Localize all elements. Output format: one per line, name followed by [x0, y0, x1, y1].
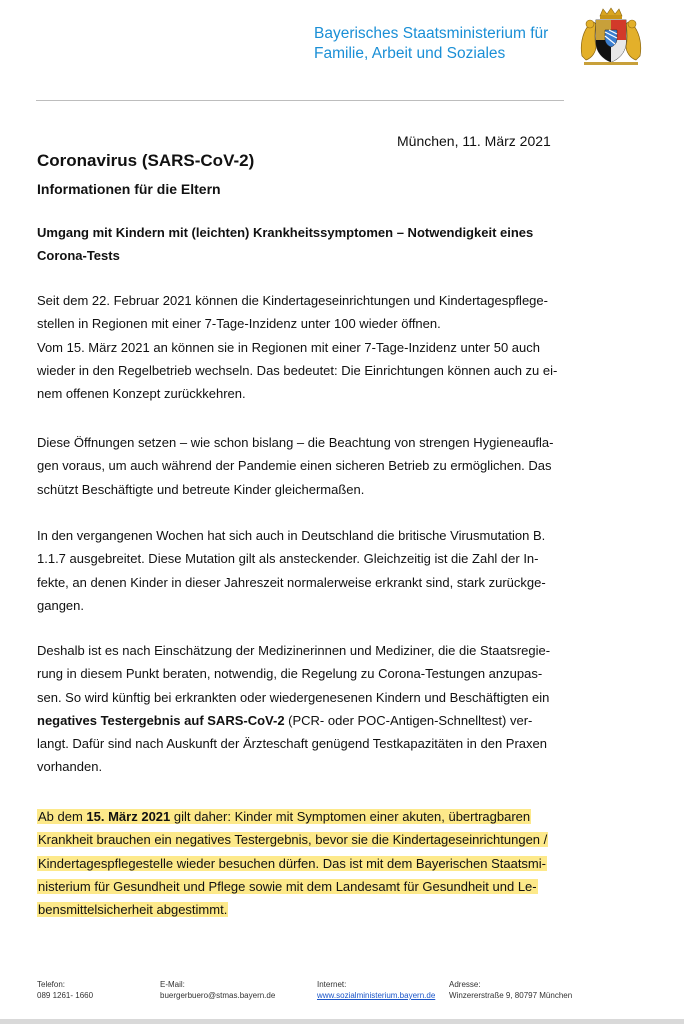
- paragraph-line: langt. Dafür sind nach Auskunft der Ärzteschaft genügend Testkapazitäten in den Praxen: [37, 736, 547, 752]
- footer-address: [449, 979, 572, 1001]
- paragraph-text: Krankheit brauchen ein negatives Testergebnis, bevor sie die Kindertageseinrichtungen /: [38, 832, 548, 848]
- paragraph-text: bensmittelsicherheit abgestimmt.: [38, 902, 228, 918]
- document-date: München, 11. März 2021: [397, 133, 551, 149]
- paragraph-line: fekte, an denen Kinder in dieser Jahreszeit normalerweise erkrankt sind, stark zurückge-: [37, 574, 546, 590]
- section-heading: [37, 221, 567, 267]
- paragraph-text: Ab dem: [38, 809, 87, 824]
- paragraph-text: Kindertagespflegestelle wieder besuchen dürfen. Das ist mit dem Bayerischen Staatsmi-: [38, 855, 546, 871]
- footer-website-link[interactable]: www.sozialministerium.bayern.de: [317, 991, 436, 1000]
- paragraph-text: gilt daher: Kinder mit Symptomen einer akuten, übertragbaren: [170, 809, 531, 824]
- section-heading-line2: Corona-Tests: [37, 248, 120, 263]
- bold-test-result: negatives Testergebnis auf SARS-CoV-2: [37, 712, 285, 728]
- footer-email: [160, 979, 275, 1001]
- paragraph-text: (PCR- oder POC-Antigen-Schnelltest) ver-: [284, 712, 533, 728]
- page-bottom-edge: [0, 1019, 684, 1024]
- footer-email-value: buergerbuero@stmas.bayern.de: [160, 991, 276, 1000]
- ministry-name: [314, 24, 548, 64]
- paragraph-4: [37, 639, 580, 779]
- paragraph-line: Seit dem 22. Februar 2021 können die Kindertageseinrichtungen und Kindertagespflege-: [37, 293, 548, 308]
- paragraph-line: wieder in den Regelbetrieb wechseln. Das bedeutet: Die Einrichtungen können auch zu ei-: [37, 362, 558, 378]
- paragraph-line: gen voraus, um auch während der Pandemie einen sicheren Betrieb zu ermöglichen. Das: [37, 458, 552, 474]
- ministry-name-line2: Familie, Arbeit und Soziales: [314, 45, 506, 62]
- paragraph-text: nisterium für Gesundheit und Pflege sowie mit dem Landesamt für Gesundheit und Le-: [38, 878, 537, 894]
- highlighted-paragraph: [37, 805, 580, 921]
- paragraph-3: [37, 524, 580, 617]
- ministry-name-line1: Bayerisches Staatsministerium für: [314, 25, 549, 42]
- footer-address-label: Adresse:: [449, 980, 481, 989]
- bavarian-coat-of-arms-icon: [578, 6, 644, 68]
- footer-internet-label: Internet:: [317, 980, 347, 989]
- paragraph-line: schützt Beschäftigte und betreute Kinder gleichermaßen.: [37, 481, 365, 497]
- paragraph-line: rung in diesem Punkt beraten, notwendig, die Regelung zu Corona-Testungen anzupas-: [37, 666, 543, 682]
- paragraph-line: 1.1.7 ausgebreitet. Diese Mutation gilt als ansteckender. Gleichzeitig ist die Zahl der In-: [37, 551, 539, 567]
- paragraph-line: vorhanden.: [37, 759, 103, 775]
- footer-email-label: E-Mail:: [160, 980, 185, 989]
- footer-phone-value: 089 1261- 1660: [37, 991, 94, 1000]
- paragraph-2: [37, 431, 580, 501]
- paragraph-1: [37, 289, 580, 405]
- highlight-line: [37, 875, 580, 898]
- footer-phone-label: Telefon:: [37, 980, 66, 989]
- footer-phone: [37, 979, 93, 1001]
- header-divider: [36, 100, 564, 101]
- section-heading-line1: Umgang mit Kindern mit (leichten) Krankheitssymptomen – Notwendigkeit eines: [37, 225, 534, 240]
- highlight-line: [37, 828, 580, 851]
- highlight-line: [37, 852, 580, 875]
- paragraph-line: [37, 709, 580, 732]
- paragraph-line: Vom 15. März 2021 an können sie in Regionen mit einer 7-Tage-Inzidenz unter 50 auch: [37, 339, 540, 355]
- paragraph-line: Deshalb ist es nach Einschätzung der Medizinerinnen und Mediziner, die die Staatsregie-: [37, 643, 551, 658]
- paragraph-line: stellen in Regionen mit einer 7-Tage-Inzidenz unter 100 wieder öffnen.: [37, 316, 441, 332]
- paragraph-line: nem offenen Konzept zurückkehren.: [37, 386, 246, 402]
- highlight-line: [37, 805, 580, 828]
- paragraph-line: gangen.: [37, 597, 84, 613]
- paragraph-line: In den vergangenen Wochen hat sich auch in Deutschland die britische Virusmutation B.: [37, 528, 546, 543]
- footer-address-value: Winzererstraße 9, 80797 München: [449, 991, 573, 1000]
- document-title: Coronavirus (SARS-CoV-2): [37, 151, 255, 170]
- bold-date: 15. März 2021: [86, 809, 171, 824]
- paragraph-line: Diese Öffnungen setzen – wie schon bislang – die Beachtung von strengen Hygieneaufla-: [37, 435, 554, 450]
- paragraph-line: sen. So wird künftig bei erkrankten oder wiedergenesenen Kindern und Beschäftigten ein: [37, 689, 550, 705]
- footer-internet: [317, 979, 435, 1001]
- highlight-line: [37, 898, 580, 921]
- document-subtitle: Informationen für die Eltern: [37, 181, 221, 197]
